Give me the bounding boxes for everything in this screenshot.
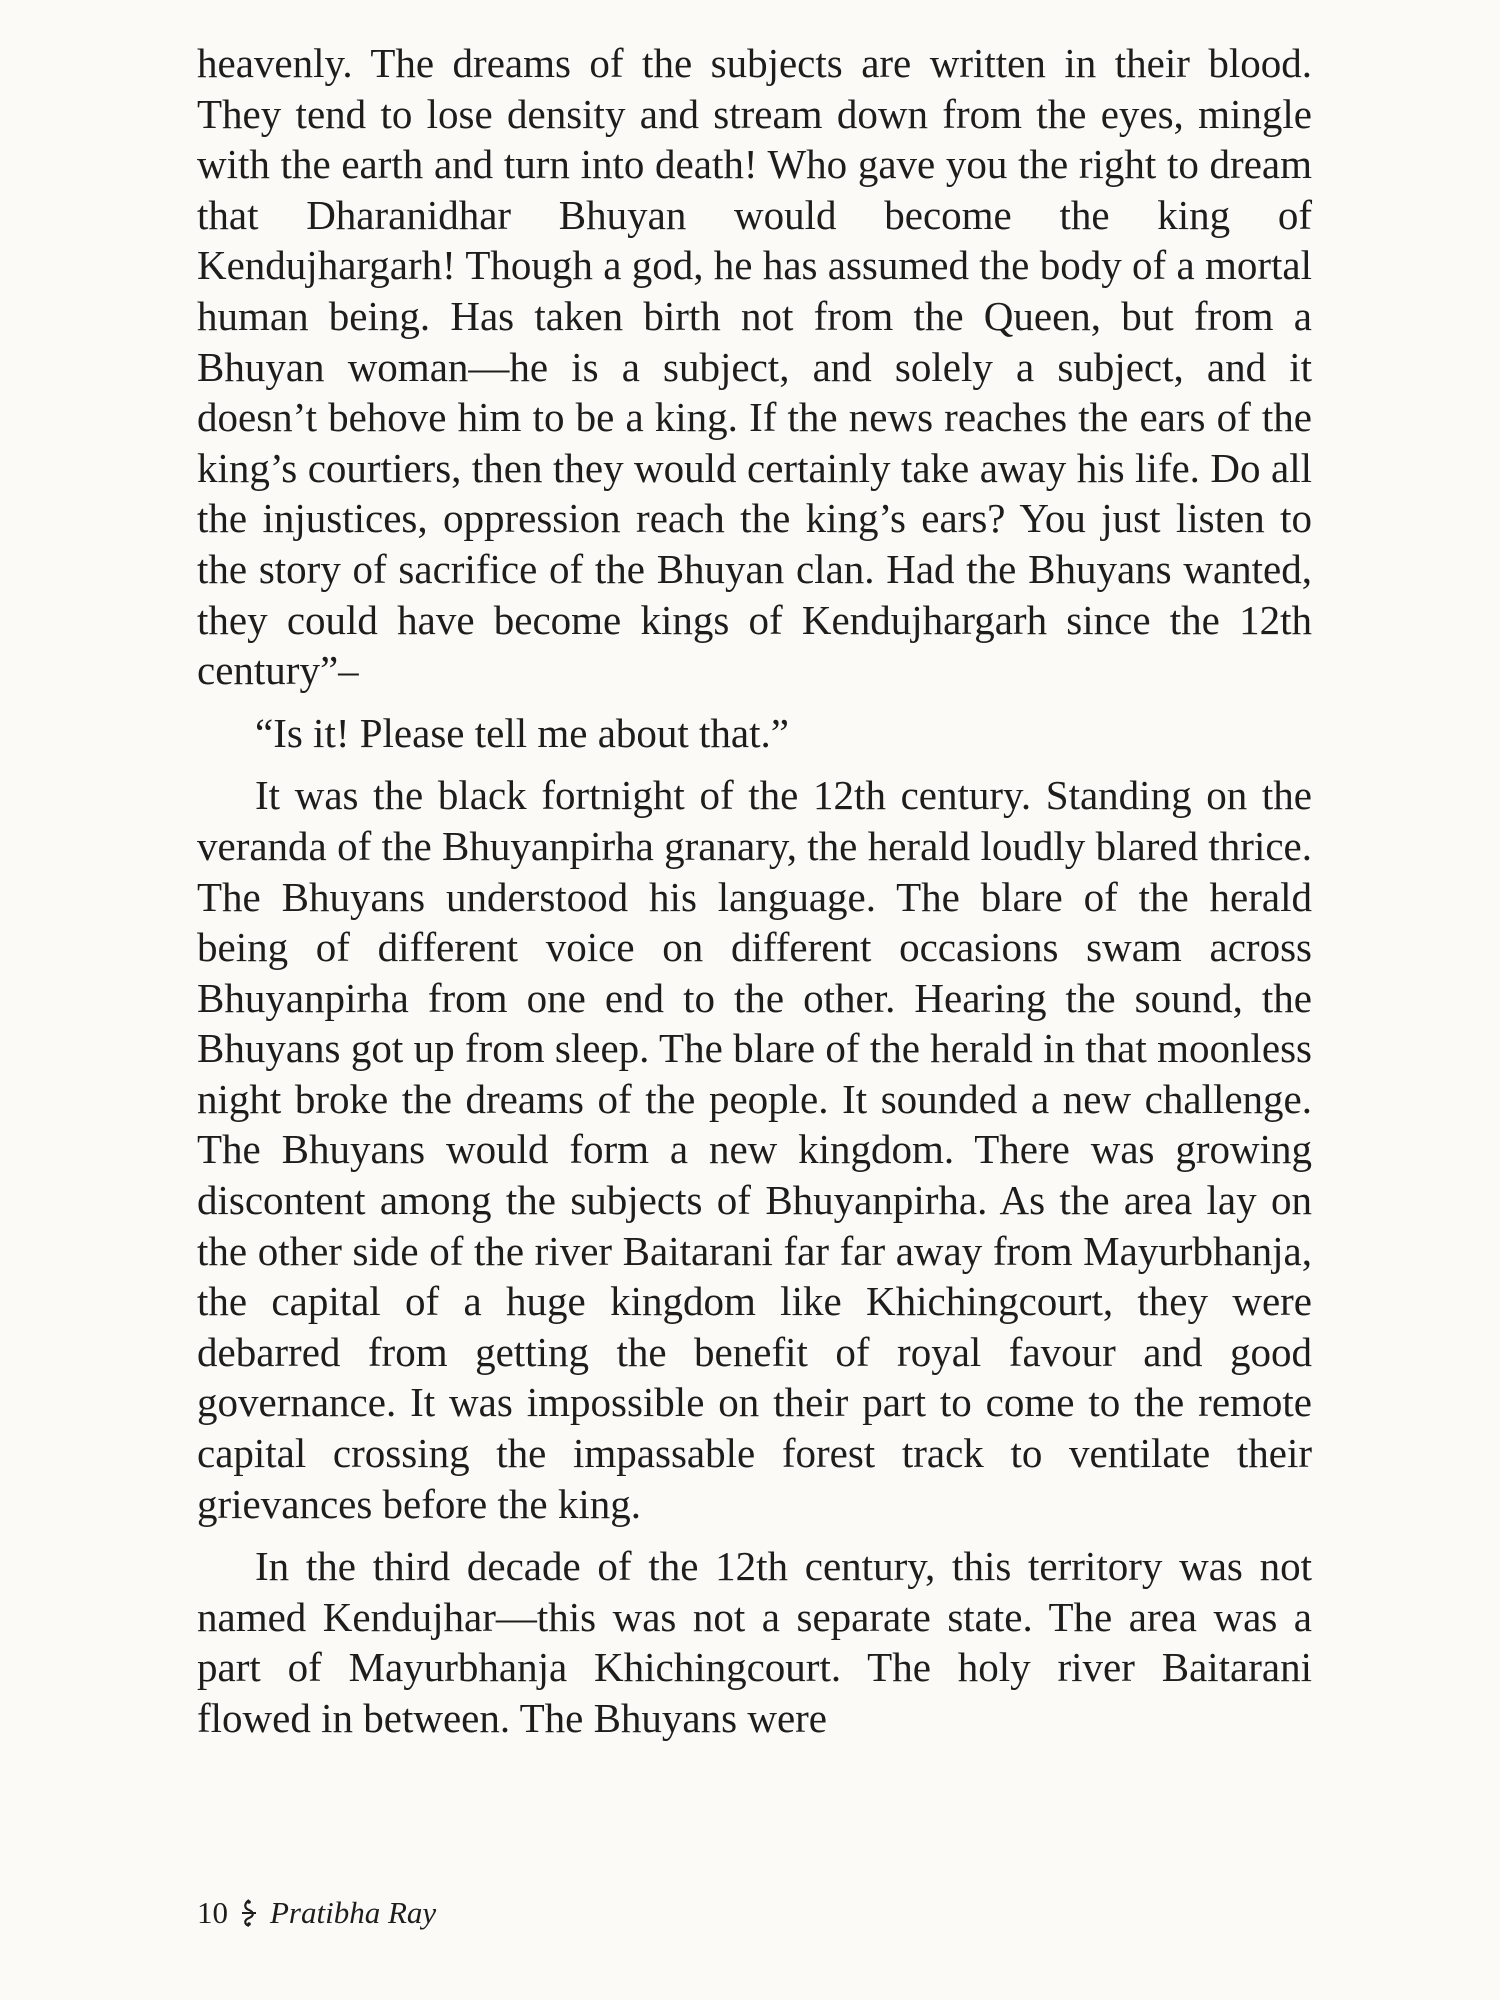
floral-ornament-icon xyxy=(238,1898,260,1928)
paragraph-3: It was the black fortnight of the 12th century. Standing on the veranda of the Bhuyanpirha granary, the herald loudly blared thrice. The Bhuyans understood his language. The blare of the herald being of different voice on different occasions swam across Bhuyanpirha from one end to the other. Hearing the sound, the Bhuyans got up from sleep. The blare of the herald in that moonless night broke the dreams of the people. It sounded a new challenge. The Bhuyans would form a new kingdom. There was growing discontent among the subjects of Bhuyanpirha. As the area lay on the other side of the river Baitarani far far away from Mayurbhanja, the capital of a huge kingdom like Khichingcourt, they were debarred from getting the benefit of royal favour and good governance. It was impossible on their part to come to the remote capital crossing the impassable forest track to ventilate their grievances before the king. xyxy=(197,772,1312,1527)
paragraph-1: heavenly. The dreams of the subjects are written in their blood. They tend to lose density and stream down from the eyes, mingle with the earth and turn into death! Who gave you the right to dream that Dharanidhar Bhuyan would become the king of Kendujhargarh! Though a god, he has assumed the body of a mortal human being. Has taken birth not from the Queen, but from a Bhuyan woman—he is a subject, and solely a subject, and it doesn’t behove him to be a king. If the news reaches the ears of the king’s courtiers, then they would certainly take away his life. Do all the injustices, oppression reach the king’s ears? You just listen to the story of sacrifice of the Bhuyan clan. Had the Bhuyans wanted, they could have become kings of Kendujhargarh since the 12th century”– xyxy=(197,40,1312,694)
author-name: Pratibha Ray xyxy=(270,1895,437,1930)
page-footer xyxy=(197,1895,436,1931)
body-text xyxy=(197,38,1312,1744)
page-number: 10 xyxy=(197,1895,228,1930)
paragraph-4: In the third decade of the 12th century, this territory was not named Kendujhar—this was not a separate state. The area was a part of Mayurbhanja Khichingcourt. The holy river Baitarani flowed in between. The Bhuyans were xyxy=(197,1543,1312,1741)
paragraph-2: “Is it! Please tell me about that.” xyxy=(255,709,789,756)
